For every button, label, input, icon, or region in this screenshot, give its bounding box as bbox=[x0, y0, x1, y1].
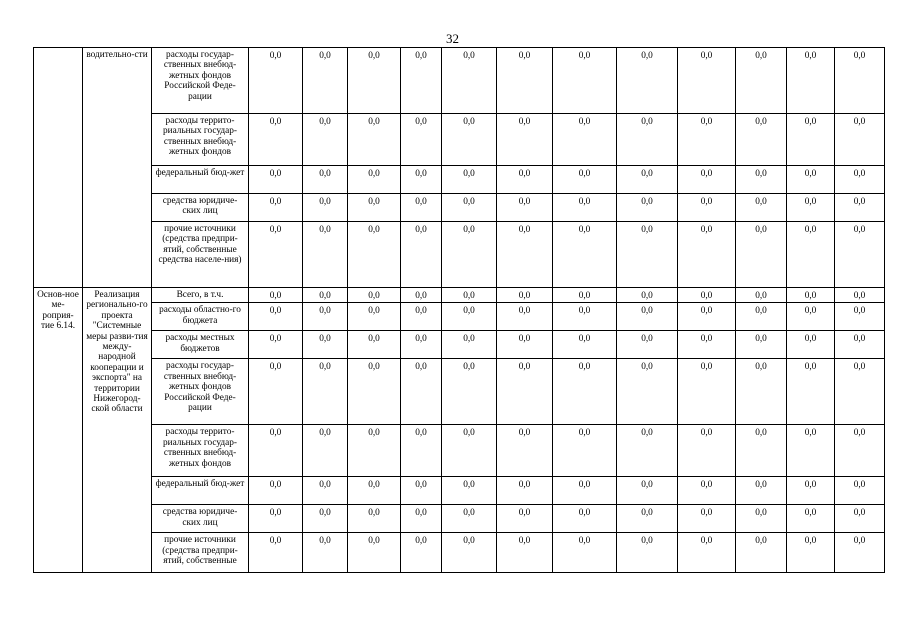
value-cell: 0,0 bbox=[249, 425, 303, 477]
value-cell: 0,0 bbox=[442, 166, 497, 194]
value-cell: 0,0 bbox=[303, 114, 348, 166]
value-cell: 0,0 bbox=[553, 288, 617, 303]
value-cell: 0,0 bbox=[835, 303, 885, 331]
value-cell: 0,0 bbox=[401, 303, 442, 331]
budget-table bbox=[33, 47, 885, 573]
value-cell: 0,0 bbox=[249, 194, 303, 222]
funding-source-cell: федеральный бюд-жет bbox=[152, 477, 249, 505]
value-cell: 0,0 bbox=[678, 114, 736, 166]
value-cell: 0,0 bbox=[303, 194, 348, 222]
value-cell: 0,0 bbox=[348, 194, 401, 222]
table-row bbox=[34, 288, 885, 303]
funding-source-cell: расходы областно-го бюджета bbox=[152, 303, 249, 331]
value-cell: 0,0 bbox=[787, 359, 835, 425]
value-cell: 0,0 bbox=[442, 114, 497, 166]
value-cell: 0,0 bbox=[835, 222, 885, 288]
value-cell: 0,0 bbox=[348, 114, 401, 166]
value-cell: 0,0 bbox=[249, 48, 303, 114]
value-cell: 0,0 bbox=[835, 505, 885, 533]
value-cell: 0,0 bbox=[401, 425, 442, 477]
funding-source-cell: средства юридиче-ских лиц bbox=[152, 505, 249, 533]
value-cell: 0,0 bbox=[401, 222, 442, 288]
event-code-cell: Основ-ное ме-роприя-тие 6.14. bbox=[34, 288, 83, 573]
value-cell: 0,0 bbox=[303, 222, 348, 288]
value-cell: 0,0 bbox=[678, 505, 736, 533]
event-name-cell: Реализация регионально-го проекта "Системные меры разви-тия между-народной кооперации и экспорта" на территории Нижегород-ской области bbox=[83, 288, 152, 573]
value-cell: 0,0 bbox=[678, 222, 736, 288]
value-cell: 0,0 bbox=[401, 331, 442, 359]
value-cell: 0,0 bbox=[497, 114, 553, 166]
value-cell: 0,0 bbox=[553, 166, 617, 194]
value-cell: 0,0 bbox=[497, 303, 553, 331]
value-cell: 0,0 bbox=[617, 425, 678, 477]
value-cell: 0,0 bbox=[497, 425, 553, 477]
value-cell: 0,0 bbox=[617, 331, 678, 359]
value-cell: 0,0 bbox=[249, 114, 303, 166]
value-cell: 0,0 bbox=[787, 166, 835, 194]
value-cell: 0,0 bbox=[553, 114, 617, 166]
value-cell: 0,0 bbox=[249, 533, 303, 573]
value-cell: 0,0 bbox=[442, 288, 497, 303]
table-row bbox=[34, 533, 885, 573]
value-cell: 0,0 bbox=[787, 505, 835, 533]
value-cell: 0,0 bbox=[442, 477, 497, 505]
value-cell: 0,0 bbox=[497, 331, 553, 359]
value-cell: 0,0 bbox=[678, 425, 736, 477]
value-cell: 0,0 bbox=[497, 477, 553, 505]
value-cell: 0,0 bbox=[553, 303, 617, 331]
value-cell: 0,0 bbox=[303, 331, 348, 359]
value-cell: 0,0 bbox=[553, 48, 617, 114]
value-cell: 0,0 bbox=[736, 359, 787, 425]
value-cell: 0,0 bbox=[442, 48, 497, 114]
funding-source-cell: расходы террито-риальных государ-ственных внебюд-жетных фондов bbox=[152, 114, 249, 166]
value-cell: 0,0 bbox=[617, 477, 678, 505]
table-row bbox=[34, 359, 885, 425]
value-cell: 0,0 bbox=[348, 48, 401, 114]
value-cell: 0,0 bbox=[553, 505, 617, 533]
value-cell: 0,0 bbox=[787, 288, 835, 303]
value-cell: 0,0 bbox=[835, 331, 885, 359]
funding-source-cell: расходы местных бюджетов bbox=[152, 331, 249, 359]
value-cell: 0,0 bbox=[617, 288, 678, 303]
value-cell: 0,0 bbox=[401, 288, 442, 303]
value-cell: 0,0 bbox=[787, 533, 835, 573]
value-cell: 0,0 bbox=[787, 194, 835, 222]
value-cell: 0,0 bbox=[736, 505, 787, 533]
funding-source-cell: расходы террито-риальных государ-ственных внебюд-жетных фондов bbox=[152, 425, 249, 477]
value-cell: 0,0 bbox=[442, 425, 497, 477]
value-cell: 0,0 bbox=[303, 533, 348, 573]
value-cell: 0,0 bbox=[348, 331, 401, 359]
value-cell: 0,0 bbox=[303, 303, 348, 331]
value-cell: 0,0 bbox=[553, 425, 617, 477]
value-cell: 0,0 bbox=[249, 359, 303, 425]
value-cell: 0,0 bbox=[678, 288, 736, 303]
value-cell: 0,0 bbox=[678, 303, 736, 331]
value-cell: 0,0 bbox=[401, 48, 442, 114]
value-cell: 0,0 bbox=[348, 425, 401, 477]
value-cell: 0,0 bbox=[348, 166, 401, 194]
value-cell: 0,0 bbox=[401, 114, 442, 166]
funding-source-cell: средства юридиче-ских лиц bbox=[152, 194, 249, 222]
table-row bbox=[34, 303, 885, 331]
table-row bbox=[34, 114, 885, 166]
value-cell: 0,0 bbox=[401, 166, 442, 194]
value-cell: 0,0 bbox=[617, 48, 678, 114]
value-cell: 0,0 bbox=[736, 194, 787, 222]
value-cell: 0,0 bbox=[401, 194, 442, 222]
value-cell: 0,0 bbox=[617, 166, 678, 194]
value-cell: 0,0 bbox=[736, 533, 787, 573]
value-cell: 0,0 bbox=[348, 477, 401, 505]
value-cell: 0,0 bbox=[303, 166, 348, 194]
value-cell: 0,0 bbox=[787, 425, 835, 477]
value-cell: 0,0 bbox=[303, 477, 348, 505]
value-cell: 0,0 bbox=[835, 425, 885, 477]
funding-source-cell: Всего, в т.ч. bbox=[152, 288, 249, 303]
value-cell: 0,0 bbox=[249, 477, 303, 505]
value-cell: 0,0 bbox=[617, 533, 678, 573]
value-cell: 0,0 bbox=[348, 505, 401, 533]
value-cell: 0,0 bbox=[497, 359, 553, 425]
value-cell: 0,0 bbox=[736, 114, 787, 166]
value-cell: 0,0 bbox=[553, 477, 617, 505]
value-cell: 0,0 bbox=[787, 48, 835, 114]
value-cell: 0,0 bbox=[617, 222, 678, 288]
value-cell: 0,0 bbox=[736, 331, 787, 359]
funding-source-cell: расходы государ-ственных внебюд-жетных фондов Российской Феде-рации bbox=[152, 359, 249, 425]
value-cell: 0,0 bbox=[617, 114, 678, 166]
value-cell: 0,0 bbox=[249, 505, 303, 533]
value-cell: 0,0 bbox=[736, 166, 787, 194]
value-cell: 0,0 bbox=[442, 359, 497, 425]
table-row bbox=[34, 477, 885, 505]
value-cell: 0,0 bbox=[401, 359, 442, 425]
value-cell: 0,0 bbox=[401, 505, 442, 533]
table-row bbox=[34, 505, 885, 533]
value-cell: 0,0 bbox=[348, 359, 401, 425]
table-row bbox=[34, 48, 885, 114]
value-cell: 0,0 bbox=[497, 166, 553, 194]
value-cell: 0,0 bbox=[249, 303, 303, 331]
value-cell: 0,0 bbox=[678, 331, 736, 359]
value-cell: 0,0 bbox=[835, 194, 885, 222]
value-cell: 0,0 bbox=[249, 288, 303, 303]
value-cell: 0,0 bbox=[442, 303, 497, 331]
value-cell: 0,0 bbox=[553, 359, 617, 425]
value-cell: 0,0 bbox=[736, 222, 787, 288]
value-cell: 0,0 bbox=[835, 288, 885, 303]
value-cell: 0,0 bbox=[401, 477, 442, 505]
value-cell: 0,0 bbox=[442, 533, 497, 573]
value-cell: 0,0 bbox=[787, 477, 835, 505]
table-row bbox=[34, 222, 885, 288]
value-cell: 0,0 bbox=[736, 477, 787, 505]
value-cell: 0,0 bbox=[787, 114, 835, 166]
value-cell: 0,0 bbox=[736, 425, 787, 477]
value-cell: 0,0 bbox=[835, 166, 885, 194]
table-row bbox=[34, 194, 885, 222]
value-cell: 0,0 bbox=[736, 48, 787, 114]
value-cell: 0,0 bbox=[617, 359, 678, 425]
value-cell: 0,0 bbox=[348, 222, 401, 288]
value-cell: 0,0 bbox=[678, 194, 736, 222]
value-cell: 0,0 bbox=[497, 48, 553, 114]
value-cell: 0,0 bbox=[303, 288, 348, 303]
value-cell: 0,0 bbox=[678, 359, 736, 425]
value-cell: 0,0 bbox=[678, 477, 736, 505]
value-cell: 0,0 bbox=[348, 288, 401, 303]
value-cell: 0,0 bbox=[553, 222, 617, 288]
value-cell: 0,0 bbox=[736, 288, 787, 303]
value-cell: 0,0 bbox=[303, 505, 348, 533]
value-cell: 0,0 bbox=[497, 505, 553, 533]
event-code-cell bbox=[34, 48, 83, 288]
value-cell: 0,0 bbox=[617, 194, 678, 222]
value-cell: 0,0 bbox=[835, 533, 885, 573]
value-cell: 0,0 bbox=[736, 303, 787, 331]
value-cell: 0,0 bbox=[249, 166, 303, 194]
value-cell: 0,0 bbox=[497, 222, 553, 288]
value-cell: 0,0 bbox=[249, 222, 303, 288]
value-cell: 0,0 bbox=[553, 194, 617, 222]
value-cell: 0,0 bbox=[497, 194, 553, 222]
table-row bbox=[34, 166, 885, 194]
value-cell: 0,0 bbox=[835, 114, 885, 166]
value-cell: 0,0 bbox=[348, 303, 401, 331]
value-cell: 0,0 bbox=[553, 331, 617, 359]
value-cell: 0,0 bbox=[787, 303, 835, 331]
value-cell: 0,0 bbox=[617, 303, 678, 331]
value-cell: 0,0 bbox=[303, 425, 348, 477]
value-cell: 0,0 bbox=[678, 48, 736, 114]
table-row bbox=[34, 425, 885, 477]
value-cell: 0,0 bbox=[787, 331, 835, 359]
value-cell: 0,0 bbox=[835, 48, 885, 114]
value-cell: 0,0 bbox=[401, 533, 442, 573]
value-cell: 0,0 bbox=[442, 331, 497, 359]
value-cell: 0,0 bbox=[553, 533, 617, 573]
value-cell: 0,0 bbox=[303, 359, 348, 425]
value-cell: 0,0 bbox=[442, 222, 497, 288]
value-cell: 0,0 bbox=[835, 477, 885, 505]
funding-source-cell: федеральный бюд-жет bbox=[152, 166, 249, 194]
value-cell: 0,0 bbox=[678, 166, 736, 194]
value-cell: 0,0 bbox=[303, 48, 348, 114]
event-name-cell: водительно-сти bbox=[83, 48, 152, 288]
page-number: 32 bbox=[446, 31, 459, 46]
value-cell: 0,0 bbox=[678, 533, 736, 573]
value-cell: 0,0 bbox=[497, 533, 553, 573]
value-cell: 0,0 bbox=[249, 331, 303, 359]
funding-source-cell: расходы государ-ственных внебюд-жетных фондов Российской Феде-рации bbox=[152, 48, 249, 114]
value-cell: 0,0 bbox=[442, 505, 497, 533]
table-row bbox=[34, 331, 885, 359]
funding-source-cell: прочие источники (средства предпри-ятий, собственные bbox=[152, 533, 249, 573]
value-cell: 0,0 bbox=[442, 194, 497, 222]
value-cell: 0,0 bbox=[617, 505, 678, 533]
value-cell: 0,0 bbox=[835, 359, 885, 425]
value-cell: 0,0 bbox=[497, 288, 553, 303]
funding-source-cell: прочие источники (средства предпри-ятий, собственные средства населе-ния) bbox=[152, 222, 249, 288]
value-cell: 0,0 bbox=[348, 533, 401, 573]
table-body bbox=[34, 48, 885, 573]
value-cell: 0,0 bbox=[787, 222, 835, 288]
